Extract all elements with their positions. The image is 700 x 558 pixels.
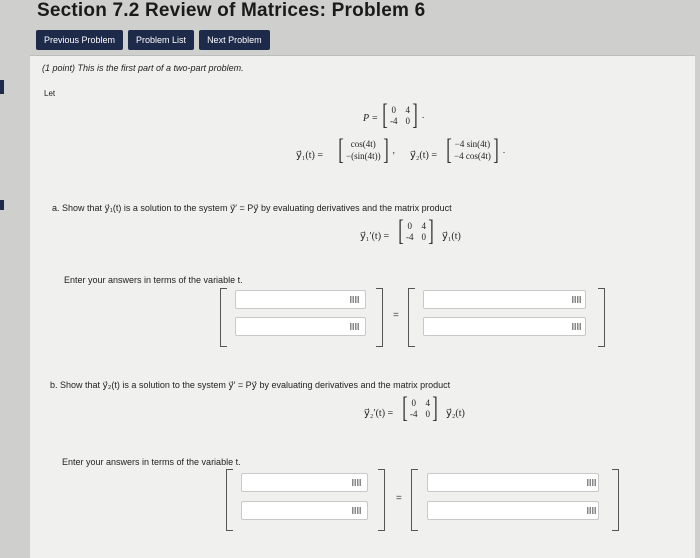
equals-sign: =: [393, 310, 399, 321]
keyboard-icon[interactable]: [350, 323, 359, 330]
part-b-eq-left: y⃗₂′(t) =: [364, 408, 394, 419]
left-bracket: [411, 469, 418, 531]
p-matrix: [ 0 4 -4 0 ] .: [382, 98, 425, 131]
part-a-eq-right: y⃗₁(t): [442, 231, 461, 242]
y1-vector: [ cos(4t) −(sin(4t)) ] ,: [338, 133, 395, 166]
problem-content: [30, 55, 695, 558]
part-a-instructions: Enter your answers in terms of the variable t.: [64, 275, 243, 285]
equals-sign: =: [396, 493, 402, 504]
keyboard-icon[interactable]: [352, 479, 361, 486]
keyboard-icon[interactable]: [587, 479, 596, 486]
next-problem-button[interactable]: Next Problem: [199, 30, 270, 50]
part-b-instructions: Enter your answers in terms of the variable t.: [62, 457, 241, 467]
keyboard-icon[interactable]: [572, 296, 581, 303]
answer-b-left-2[interactable]: [241, 501, 368, 520]
edge-marker: [0, 80, 4, 94]
answer-b-right-1[interactable]: [427, 473, 599, 492]
part-a-text: a. Show that y⃗₁(t) is a solution to the system y⃗′ = Py⃗ by evaluating derivatives and the matrix product: [52, 203, 452, 213]
divider: [30, 55, 695, 56]
keyboard-icon[interactable]: [352, 507, 361, 514]
previous-problem-button[interactable]: Previous Problem: [36, 30, 123, 50]
answer-b-right-2[interactable]: [427, 501, 599, 520]
answer-a-left-2[interactable]: [235, 317, 366, 336]
y2-vector: [ −4 sin(4t) −4 cos(4t) ] .: [446, 133, 506, 166]
let-label: Let: [44, 89, 56, 98]
left-bracket: [226, 469, 233, 531]
page-title: Section 7.2 Review of Matrices: Problem 6: [37, 0, 426, 21]
answer-a-right-1[interactable]: [423, 290, 586, 309]
problem-nav: [36, 30, 270, 50]
right-bracket: [376, 288, 383, 347]
part-b-matrix: [ 0 4 -4 0 ]: [402, 391, 438, 424]
right-bracket: [598, 288, 605, 347]
keyboard-icon[interactable]: [587, 507, 596, 514]
keyboard-icon[interactable]: [350, 296, 359, 303]
answer-a-left-1[interactable]: [235, 290, 366, 309]
left-bracket: [408, 288, 415, 347]
y2-label: y⃗₂(t) =: [410, 150, 437, 161]
part-a-matrix: [ 0 4 -4 0 ]: [398, 214, 434, 247]
answer-b-left-1[interactable]: [241, 473, 368, 492]
p-label: P =: [363, 113, 379, 124]
left-bracket: [220, 288, 227, 347]
part-b-eq-right: y⃗₂(t): [446, 408, 465, 419]
edge-marker: [0, 200, 4, 210]
right-bracket: [378, 469, 385, 531]
answer-a-right-2[interactable]: [423, 317, 586, 336]
problem-intro: (1 point) This is the first part of a two-part problem.: [42, 63, 244, 73]
right-bracket: [612, 469, 619, 531]
y1-label: y⃗₁(t) =: [296, 150, 323, 161]
part-b-text: b. Show that y⃗₂(t) is a solution to the system y⃗′ = Py⃗ by evaluating derivatives and the matrix product: [50, 380, 451, 390]
problem-list-button[interactable]: Problem List: [128, 30, 194, 50]
keyboard-icon[interactable]: [572, 323, 581, 330]
part-a-eq-left: y⃗₁′(t) =: [360, 231, 390, 242]
